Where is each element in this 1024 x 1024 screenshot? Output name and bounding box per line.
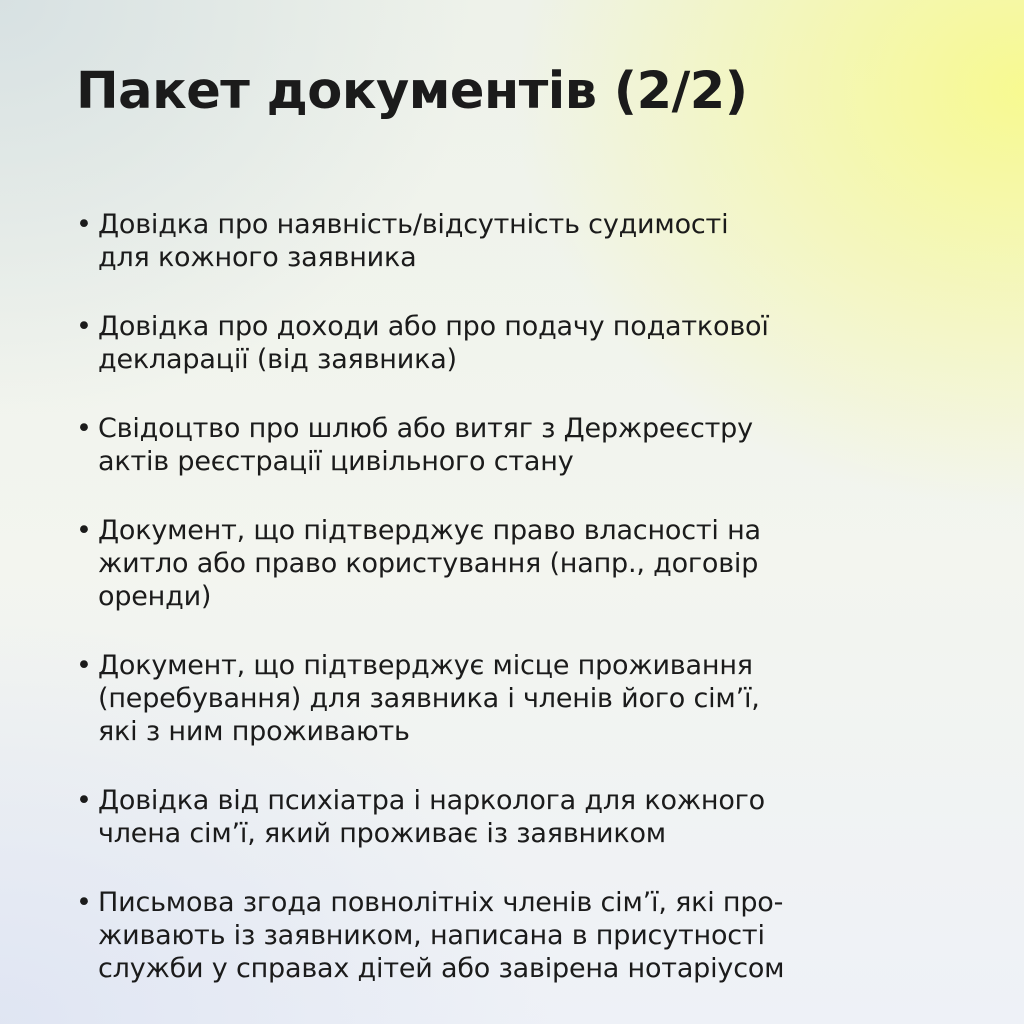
page-title: Пакет документів (2/2)	[76, 62, 748, 121]
bullet-icon: •	[76, 650, 92, 681]
list-item	[76, 412, 964, 478]
list-item-text: Довідка про доходи або про подачу податкової декларації (від заявника)	[98, 311, 769, 375]
bullet-icon: •	[76, 785, 92, 816]
list-item-text: Документ, що підтверджує право власності на житло або право користування (напр., договір оренди)	[98, 515, 761, 612]
list-item-text: Довідка про наявність/відсутність судимості для кожного заявника	[98, 209, 729, 273]
list-item-text: Довідка від психіатра і нарколога для кожного члена сім’ї, який проживає із заявником	[98, 785, 765, 849]
list-item	[76, 208, 964, 274]
bullet-icon: •	[76, 311, 92, 342]
document-list	[76, 208, 964, 985]
list-item-text: Письмова згода повнолітніх членів сім’ї, які про- живають із заявником, написана в присутності служби у справах дітей або завірена нотаріусом	[98, 887, 785, 984]
bullet-icon: •	[76, 413, 92, 444]
list-item-text: Свідоцтво про шлюб або витяг з Держреєстру актів реєстрації цивільного стану	[98, 413, 753, 477]
list-item	[76, 514, 964, 613]
bullet-icon: •	[76, 209, 92, 240]
list-item	[76, 886, 964, 985]
list-item	[76, 310, 964, 376]
bullet-icon: •	[76, 515, 92, 546]
bullet-icon: •	[76, 887, 92, 918]
list-item	[76, 784, 964, 850]
list-item	[76, 649, 964, 748]
list-item-text: Документ, що підтверджує місце проживання (перебування) для заявника і членів його сім’ї, які з ним проживають	[98, 650, 760, 747]
